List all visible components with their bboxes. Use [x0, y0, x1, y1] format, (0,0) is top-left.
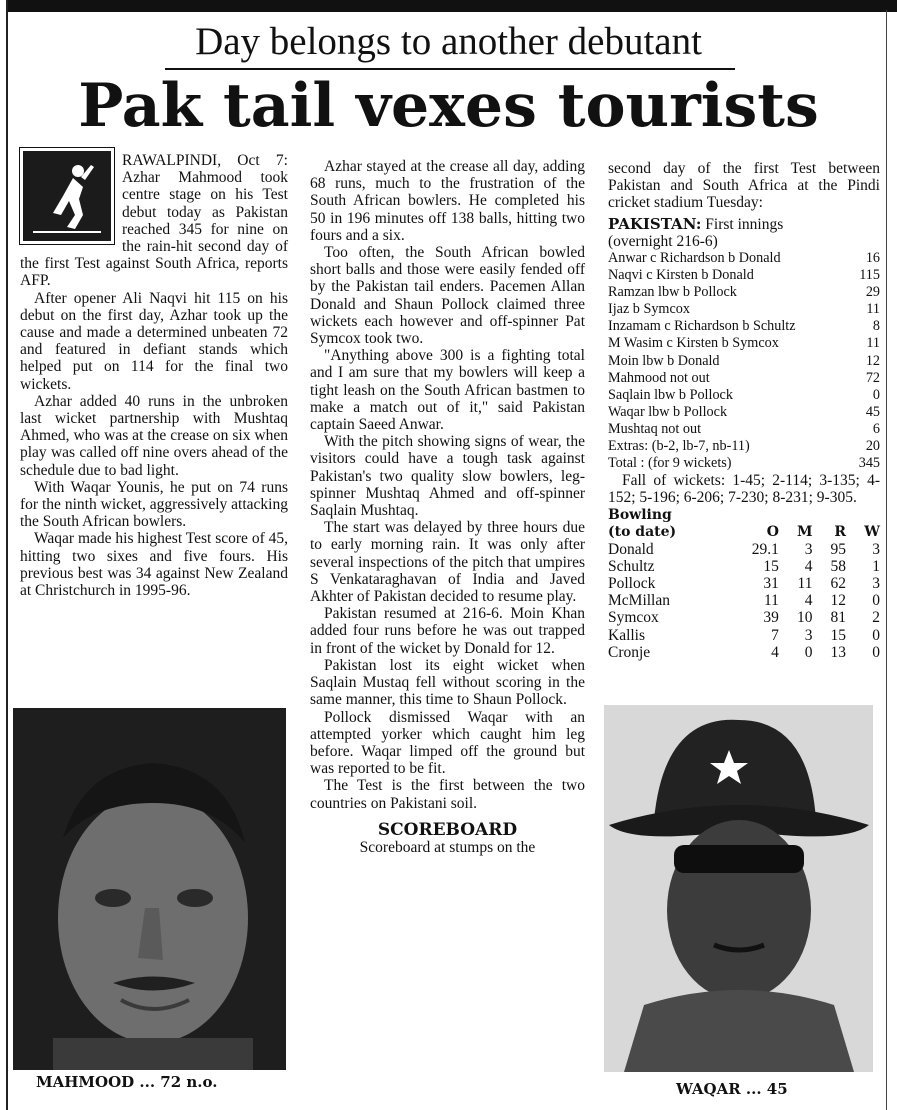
bowler-overs: 29.1 [751, 541, 779, 559]
article-paragraph: Azhar added 40 runs in the unbroken last wicket partnership with Mushtaq Ahmed, who was at the crease on six when play was called off nine overs ahead of the schedule due to bad light. [20, 392, 288, 479]
bowling-title: Bowling [608, 506, 672, 523]
batsman-runs: 11 [866, 335, 880, 352]
article-paragraph: Pollock dismissed Waqar with an attempted yorker which caught him leg before. Waqar limped off the ground but was reported to be fit. [310, 708, 585, 778]
left-border [6, 0, 8, 1110]
team-subtitle: First innings [705, 215, 784, 233]
team-title: PAKISTAN: [608, 214, 702, 233]
article-paragraph: With the pitch showing signs of wear, the visitors could have a tough task against Pakistan's two quality slow bowlers, leg-spinner Mushtaq Ahmed and off-spinner Saqlain Mushtaq. [310, 433, 585, 520]
scoreboard-column [608, 160, 880, 661]
batting-row [608, 301, 880, 318]
bowler-name: Donald [608, 541, 654, 559]
fall-of-wickets: Fall of wickets: 1-45; 2-114; 3-135; 4-152; 5-196; 6-206; 7-230; 8-231; 9-305. [608, 472, 880, 507]
waqar-photo [604, 705, 873, 1072]
batsman-runs: 45 [865, 403, 880, 420]
bowling-header: R [834, 523, 847, 540]
batsman-runs: 12 [865, 352, 880, 369]
batting-row [608, 250, 880, 267]
bowling-row [608, 609, 880, 626]
bowler-runs: 12 [830, 592, 847, 610]
bowling-header: O [766, 523, 779, 540]
article-paragraph: "Anything above 300 is a fighting total and I am sure that my bowlers will keep a tight leash on the South African bastmen to make a match out of it," said Pakistan captain Saeed Anwar. [310, 347, 585, 434]
bowler-runs: 15 [830, 626, 847, 644]
bowler-wickets: 3 [872, 541, 880, 559]
batsman-entry: Inzamam c Richardson b Schultz [608, 318, 796, 335]
overnight-score: (overnight 216-6) [608, 232, 718, 250]
bowler-name: Pollock [608, 575, 656, 593]
batting-table [608, 250, 880, 472]
batting-row [608, 455, 880, 472]
bowler-maidens: 10 [796, 609, 813, 627]
batsman-entry: Naqvi c Kirsten b Donald [608, 267, 754, 284]
bowler-overs: 15 [763, 558, 779, 576]
bowler-maidens: 3 [804, 541, 813, 559]
article-paragraph: After opener Ali Naqvi hit 115 on his debut on the first day, Azhar took up the cause and made a determined unbeaten 72 and featured in defiant stands which helped put on 114 for the final two wickets. [20, 289, 288, 393]
batsman-runs: 72 [865, 369, 880, 386]
bowling-header: M [796, 523, 813, 540]
batting-row [608, 370, 880, 387]
bowler-name: Schultz [608, 558, 655, 576]
bowling-row [608, 592, 880, 609]
bowler-overs: 39 [763, 609, 779, 627]
batsman-entry: Total : (for 9 wickets) [608, 455, 732, 472]
bowler-runs: 58 [830, 558, 847, 576]
bowler-runs: 81 [830, 609, 847, 627]
bowler-maidens: 4 [804, 558, 813, 576]
batting-row [608, 267, 880, 284]
article-paragraph: Pakistan lost its eight wicket when Saqlain Mustaq fell without scoring in the same manner, this time to Shaun Pollock. [310, 656, 585, 709]
batsman-runs: 20 [865, 438, 880, 455]
batsman-entry: Anwar c Richardson b Donald [608, 250, 781, 267]
bowler-name: Symcox [608, 609, 659, 627]
batsman-runs: 11 [866, 301, 880, 318]
batsman-entry: Mushtaq not out [608, 420, 702, 437]
batting-row [608, 284, 880, 301]
main-headline: Pak tail vexes tourists [78, 71, 819, 141]
batsman-entry: Ijaz b Symcox [608, 301, 690, 318]
article-paragraph: Waqar made his highest Test score of 45, hitting two sixes and five fours. His previous best was 34 against New Zealand at Christchurch in 1995-96. [20, 530, 288, 600]
bowler-maidens: 3 [804, 626, 813, 644]
mahmood-caption: MAHMOOD ... 72 n.o. [36, 1073, 218, 1091]
bowling-subtitle: (to date) [608, 523, 677, 540]
batsman-entry: Extras: (b-2, lb-7, nb-11) [608, 438, 750, 455]
top-border [6, 0, 897, 12]
bowler-maidens: 0 [804, 643, 813, 661]
batting-row [608, 387, 880, 404]
bowler-wickets: 2 [872, 609, 880, 627]
batsman-runs: 345 [858, 455, 880, 472]
bowler-runs: 62 [830, 575, 847, 593]
batsman-runs: 0 [872, 386, 880, 403]
bowler-overs: 4 [771, 643, 779, 661]
batsman-entry: Waqar lbw b Pollock [608, 403, 728, 420]
kicker-headline: Day belongs to another debutant [195, 20, 702, 63]
cricket-logo-icon [20, 148, 114, 244]
batting-row [608, 353, 880, 370]
article-paragraph: Azhar stayed at the crease all day, adding 68 runs, much to the frustration of the South African bowlers. He completed his 50 in 196 minutes off 138 balls, hitting two fours and a six. [310, 158, 585, 244]
bowler-wickets: 1 [872, 558, 880, 576]
bowling-row [608, 558, 880, 575]
bowler-overs: 7 [771, 626, 779, 644]
bowler-overs: 11 [763, 592, 779, 610]
bowler-maidens: 4 [804, 592, 813, 610]
scoreboard-intro: Scoreboard at stumps on the [359, 838, 536, 856]
bowler-name: Cronje [608, 643, 651, 661]
bowler-name: Kallis [608, 626, 646, 644]
bowler-name: McMillan [608, 592, 670, 610]
bowler-maidens: 11 [797, 575, 813, 593]
batsman-runs: 29 [865, 284, 880, 301]
batsman-entry: Saqlain lbw b Pollock [608, 386, 733, 403]
bowler-wickets: 3 [872, 575, 880, 593]
batting-row [608, 404, 880, 421]
right-border [886, 10, 887, 1110]
article-column-2 [310, 158, 585, 856]
bowler-runs: 95 [830, 541, 847, 559]
batsman-entry: M Wasim c Kirsten b Symcox [608, 335, 779, 352]
article-paragraph: RAWALPINDI, Oct 7: Azhar Mahmood took centre stage on his Test debut today as Pakistan reached 345 for nine on the rain-hit second day of the first Test against South Africa, reports AFP. [20, 152, 288, 290]
bowler-wickets: 0 [872, 643, 880, 661]
batting-row [608, 438, 880, 455]
article-paragraph: The start was delayed by three hours due to early morning rain. It was only after several inspections of the pitch that umpires S Venkataraghavan of India and Javed Akhter of Pakistan decided to resume play. [310, 519, 585, 606]
mahmood-photo [13, 708, 286, 1070]
bowler-wickets: 0 [872, 592, 880, 610]
bowling-table [608, 507, 880, 661]
batting-row [608, 318, 880, 335]
scoreboard-intro-cont: second day of the first Test between Pakistan and South Africa at the Pindi cricket stadium Tuesday: [608, 160, 880, 212]
bowler-wickets: 0 [872, 626, 880, 644]
batsman-runs: 115 [859, 267, 880, 284]
article-paragraph: Too often, the South African bowled short balls and those were easily fended off by the Pakistan tail enders. Pacemen Allan Donald and Shaun Pollock claimed three wickets each however and off-spinner Pat Symcox took two. [310, 244, 585, 348]
batsman-entry: Moin lbw b Donald [608, 352, 720, 369]
article-paragraph: Pakistan resumed at 216-6. Moin Khan added four runs before he was out trapped in front of the wicket by Donald for 12. [310, 605, 585, 657]
article-paragraph: The Test is the first between the two countries on Pakistani soil. [310, 777, 585, 812]
bowling-header: W [864, 523, 880, 540]
batsman-runs: 6 [872, 420, 880, 437]
bowling-row [608, 627, 880, 644]
batsman-runs: 8 [872, 318, 880, 335]
bowler-runs: 13 [830, 643, 847, 661]
batsman-runs: 16 [865, 250, 880, 267]
bowling-row [608, 644, 880, 661]
batting-row [608, 421, 880, 438]
scoreboard-heading: SCOREBOARD [377, 819, 518, 840]
batsman-entry: Mahmood not out [608, 369, 710, 386]
batsman-entry: Ramzan lbw b Pollock [608, 284, 737, 301]
article-paragraph: With Waqar Younis, he put on 74 runs for the ninth wicket, aggressively attacking the South African bowlers. [20, 478, 288, 531]
bowler-overs: 31 [763, 575, 779, 593]
waqar-caption: WAQAR ... 45 [676, 1080, 788, 1098]
article-column-1 [20, 152, 288, 599]
batting-row [608, 335, 880, 352]
bowling-row [608, 541, 880, 558]
team-heading [608, 216, 880, 233]
bowling-row [608, 575, 880, 592]
